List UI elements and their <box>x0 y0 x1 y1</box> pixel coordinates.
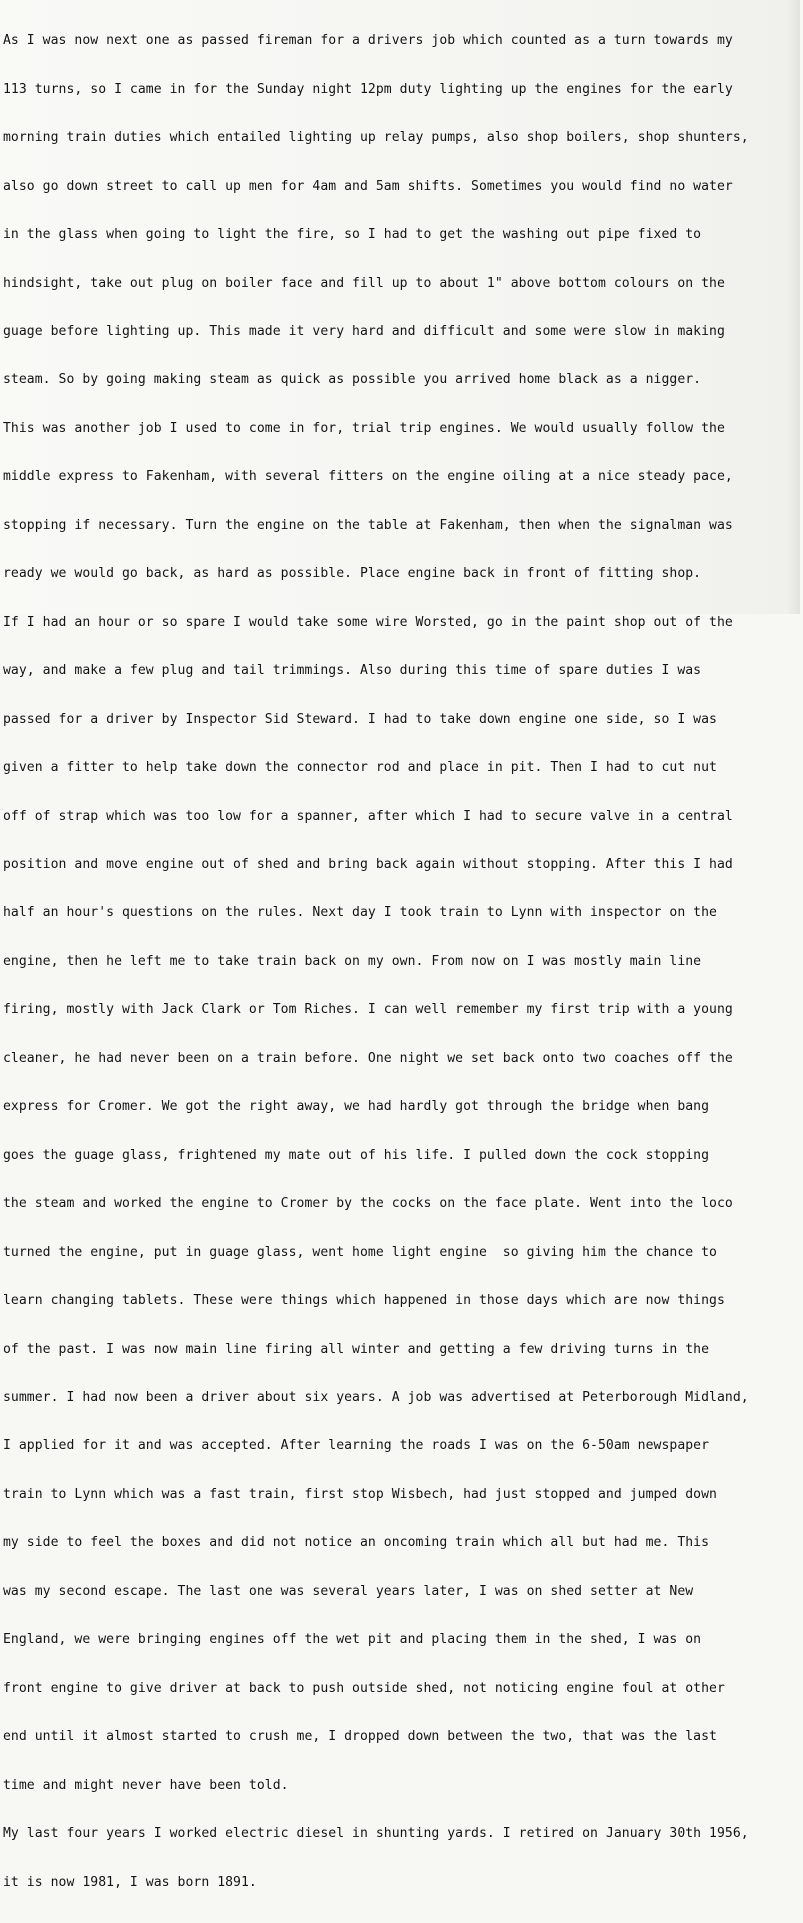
text-line: train to Lynn which was a fast train, first stop Wisbech, had just stopped and jumped down <box>3 1486 717 1502</box>
text-line: it is now 1981, I was born 1891. <box>3 1874 257 1890</box>
text-line: in the glass when going to light the fire, so I had to get the washing out pipe fixed to <box>3 227 702 243</box>
typewritten-text <box>3 1 803 1923</box>
text-line: ready we would go back, as hard as possible. Place engine back in front of fitting shop. <box>3 566 702 582</box>
text-line: summer. I had now been a driver about six years. A job was advertised at Peterborough Midland, <box>3 1390 749 1405</box>
text-line: I applied for it and was accepted. After learning the roads I was on the 6-50am newspaper <box>3 1438 710 1454</box>
text-line: the steam and worked the engine to Cromer by the cocks on the face plate. Went into the loco <box>3 1196 733 1212</box>
text-line: If I had an hour or so spare I would take some wire Worsted, go in the paint shop out of the <box>3 614 733 630</box>
text-line: goes the guage glass, frightened my mate out of his life. I pulled down the cock stopping <box>3 1147 710 1163</box>
text-line: guage before lighting up. This made it very hard and difficult and some were slow in making <box>3 324 725 340</box>
text-line: As I was now next one as passed fireman for a drivers job which counted as a turn towards my <box>3 33 733 49</box>
text-line: of the past. I was now main line firing all winter and getting a few driving turns in the <box>3 1341 710 1357</box>
text-line: engine, then he left me to take train back on my own. From now on I was mostly main line <box>3 953 702 969</box>
text-line: end until it almost started to crush me, I dropped down between the two, that was the last <box>3 1729 717 1745</box>
text-line: stopping if necessary. Turn the engine on the table at Fakenham, then when the signalman was <box>3 517 733 533</box>
text-line: learn changing tablets. These were things which happened in those days which are now things <box>3 1293 725 1309</box>
text-line: My last four years I worked electric diesel in shunting yards. I retired on January 30th 1956, <box>3 1826 749 1842</box>
text-line: passed for a driver by Inspector Sid Steward. I had to take down engine one side, so I was <box>3 711 717 727</box>
text-line: express for Cromer. We got the right away, we had hardly got through the bridge when bang <box>3 1099 710 1115</box>
text-line: steam. So by going making steam as quick as possible you arrived home black as a nigger. <box>3 372 702 388</box>
text-line: hindsight, take out plug on boiler face and fill up to about 1" above bottom colours on the <box>3 275 725 291</box>
text-line: way, and make a few plug and tail trimmings. Also during this time of spare duties I was <box>3 663 702 679</box>
text-line: 113 turns, so I came in for the Sunday night 12pm duty lighting up the engines for the early <box>3 81 733 97</box>
text-line: my side to feel the boxes and did not notice an oncoming train which all but had me. This <box>3 1535 710 1551</box>
text-line: also go down street to call up men for 4am and 5am shifts. Sometimes you would find no water <box>3 178 733 194</box>
text-line: was my second escape. The last one was several years later, I was on shed setter at New <box>3 1583 694 1599</box>
text-line: position and move engine out of shed and bring back again without stopping. After this I had <box>3 857 733 873</box>
text-line: time and might never have been told. <box>3 1777 289 1793</box>
text-line: turned the engine, put in guage glass, went home light engine so giving him the chance to <box>3 1244 717 1260</box>
text-line: firing, mostly with Jack Clark or Tom Riches. I can well remember my first trip with a young <box>3 1002 733 1018</box>
text-line: given a fitter to help take down the connector rod and place in pit. Then I had to cut nut <box>3 760 717 776</box>
text-line: middle express to Fakenham, with several fitters on the engine oiling at a nice steady pace, <box>3 469 733 485</box>
text-line: England, we were bringing engines off the wet pit and placing them in the shed, I was on <box>3 1632 702 1648</box>
text-line: half an hour's questions on the rules. Next day I took train to Lynn with inspector on the <box>3 905 717 921</box>
text-line: front engine to give driver at back to push outside shed, not noticing engine foul at other <box>3 1680 725 1696</box>
text-line: cleaner, he had never been on a train before. One night we set back onto two coaches off the <box>3 1050 733 1066</box>
page-edge-shadow <box>786 0 800 614</box>
text-line: off of strap which was too low for a spanner, after which I had to secure valve in a central <box>3 808 733 824</box>
text-line: morning train duties which entailed lighting up relay pumps, also shop boilers, shop shunters, <box>3 130 749 146</box>
text-line: This was another job I used to come in for, trial trip engines. We would usually follow the <box>3 420 725 436</box>
